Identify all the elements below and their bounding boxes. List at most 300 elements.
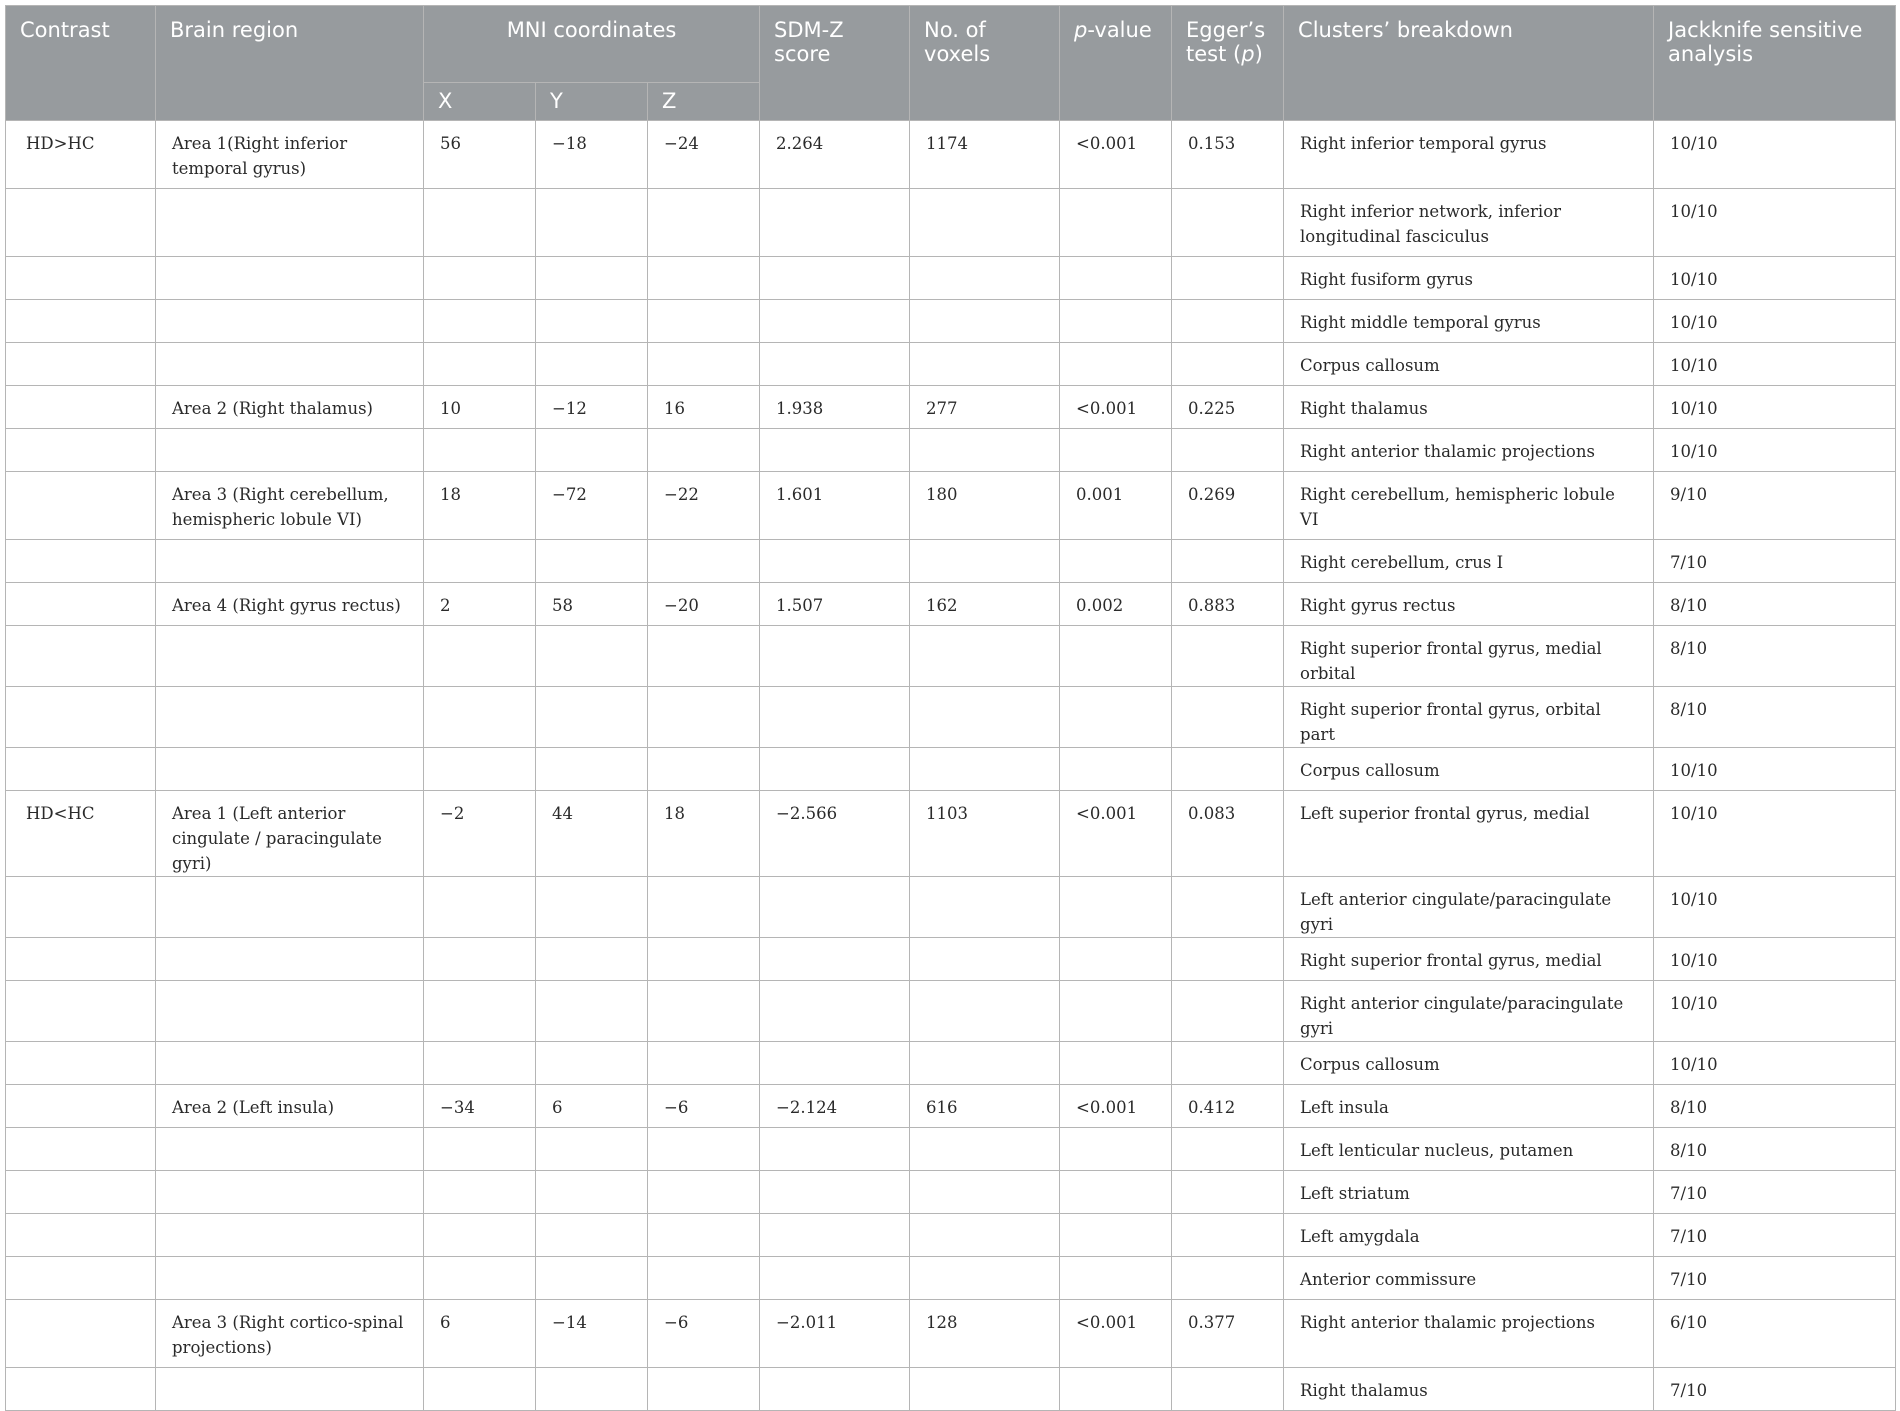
header-p-rest: -value [1087, 18, 1152, 42]
table-row [6, 300, 1896, 343]
table-row [6, 1214, 1896, 1257]
cell-eggers-test [1172, 981, 1284, 1042]
header-clusters-breakdown: Clusters’ breakdown [1284, 6, 1654, 121]
cell-cluster: Corpus callosum [1284, 1042, 1654, 1085]
cell-sdmz-score [760, 429, 910, 472]
cell-x [424, 938, 536, 981]
cell-voxels: 1103 [910, 791, 1060, 877]
header-p-value [1060, 6, 1172, 121]
cell-jackknife: 10/10 [1654, 791, 1896, 877]
cell-eggers-test: 0.883 [1172, 583, 1284, 626]
cell-voxels: 277 [910, 386, 1060, 429]
cell-contrast [6, 748, 156, 791]
cell-jackknife: 8/10 [1654, 1128, 1896, 1171]
table-row [6, 386, 1896, 429]
cell-voxels [910, 687, 1060, 748]
cell-jackknife: 7/10 [1654, 1257, 1896, 1300]
cell-contrast [6, 300, 156, 343]
cell-contrast: HD<HC [6, 791, 156, 877]
cell-jackknife: 10/10 [1654, 429, 1896, 472]
cell-sdmz-score [760, 877, 910, 938]
cell-x [424, 1214, 536, 1257]
cell-jackknife: 10/10 [1654, 121, 1896, 189]
table-row [6, 1257, 1896, 1300]
cell-brain-region [156, 877, 424, 938]
cell-z: −24 [648, 121, 760, 189]
table-row [6, 472, 1896, 540]
cell-jackknife: 7/10 [1654, 540, 1896, 583]
cell-x [424, 748, 536, 791]
cell-p-value [1060, 981, 1172, 1042]
table-row [6, 791, 1896, 877]
table-row [6, 257, 1896, 300]
cell-jackknife: 8/10 [1654, 626, 1896, 687]
cell-contrast [6, 1368, 156, 1411]
cell-voxels: 162 [910, 583, 1060, 626]
table-row [6, 877, 1896, 938]
cell-eggers-test: 0.412 [1172, 1085, 1284, 1128]
cell-sdmz-score: −2.124 [760, 1085, 910, 1128]
cell-contrast [6, 429, 156, 472]
cell-sdmz-score [760, 1171, 910, 1214]
cell-jackknife: 8/10 [1654, 687, 1896, 748]
cell-y [536, 189, 648, 257]
header-y: Y [536, 83, 648, 121]
cell-eggers-test [1172, 877, 1284, 938]
cell-p-value [1060, 189, 1172, 257]
cell-cluster: Right superior frontal gyrus, medial orbital [1284, 626, 1654, 687]
cell-voxels [910, 1171, 1060, 1214]
cell-sdmz-score [760, 1214, 910, 1257]
cell-brain-region [156, 257, 424, 300]
cell-voxels [910, 1257, 1060, 1300]
cell-z: −22 [648, 472, 760, 540]
cell-brain-region [156, 938, 424, 981]
cell-eggers-test [1172, 1128, 1284, 1171]
cell-z [648, 1257, 760, 1300]
cell-z [648, 1214, 760, 1257]
cell-eggers-test [1172, 748, 1284, 791]
table-row [6, 540, 1896, 583]
cell-jackknife: 7/10 [1654, 1368, 1896, 1411]
cell-x: −2 [424, 791, 536, 877]
table-row [6, 981, 1896, 1042]
cell-p-value [1060, 1128, 1172, 1171]
cell-x: 10 [424, 386, 536, 429]
cell-jackknife: 10/10 [1654, 300, 1896, 343]
cell-contrast [6, 386, 156, 429]
table-row [6, 583, 1896, 626]
cell-y [536, 981, 648, 1042]
cell-sdmz-score [760, 626, 910, 687]
cell-sdmz-score [760, 540, 910, 583]
cell-y [536, 1257, 648, 1300]
cell-sdmz-score: 2.264 [760, 121, 910, 189]
cell-jackknife: 10/10 [1654, 981, 1896, 1042]
cell-contrast [6, 1300, 156, 1368]
header-p-italic: p [1074, 18, 1088, 42]
cell-sdmz-score [760, 748, 910, 791]
cell-cluster: Left insula [1284, 1085, 1654, 1128]
cell-eggers-test [1172, 1042, 1284, 1085]
table-header [6, 6, 1896, 121]
cell-eggers-test: 0.377 [1172, 1300, 1284, 1368]
cell-contrast [6, 877, 156, 938]
cell-z [648, 1171, 760, 1214]
cell-p-value: <0.001 [1060, 1300, 1172, 1368]
cell-cluster: Right anterior thalamic projections [1284, 1300, 1654, 1368]
table-row [6, 1042, 1896, 1085]
cell-brain-region [156, 687, 424, 748]
cell-x [424, 429, 536, 472]
cell-cluster: Right thalamus [1284, 1368, 1654, 1411]
cell-eggers-test [1172, 1368, 1284, 1411]
cell-contrast [6, 257, 156, 300]
cell-z [648, 1042, 760, 1085]
cell-sdmz-score [760, 1042, 910, 1085]
cell-x: 56 [424, 121, 536, 189]
cell-brain-region: Area 2 (Right thalamus) [156, 386, 424, 429]
cell-voxels [910, 938, 1060, 981]
table-row [6, 1171, 1896, 1214]
cell-p-value [1060, 1214, 1172, 1257]
cell-eggers-test [1172, 1257, 1284, 1300]
table-row [6, 189, 1896, 257]
cell-x: 2 [424, 583, 536, 626]
cell-cluster: Right superior frontal gyrus, orbital part [1284, 687, 1654, 748]
cell-z [648, 981, 760, 1042]
cell-z: 18 [648, 791, 760, 877]
cell-eggers-test [1172, 540, 1284, 583]
results-table-container [5, 5, 1895, 1411]
cell-brain-region [156, 1042, 424, 1085]
cell-cluster: Left lenticular nucleus, putamen [1284, 1128, 1654, 1171]
cell-jackknife: 10/10 [1654, 877, 1896, 938]
cell-cluster: Corpus callosum [1284, 343, 1654, 386]
cell-brain-region: Area 3 (Right cerebellum, hemispheric lobule VI) [156, 472, 424, 540]
cell-brain-region: Area 1 (Left anterior cingulate / paracingulate gyri) [156, 791, 424, 877]
cell-jackknife: 10/10 [1654, 938, 1896, 981]
cell-x [424, 1171, 536, 1214]
cell-sdmz-score [760, 1128, 910, 1171]
cell-cluster: Right anterior thalamic projections [1284, 429, 1654, 472]
cell-x: 18 [424, 472, 536, 540]
table-row [6, 626, 1896, 687]
cell-p-value [1060, 343, 1172, 386]
cell-cluster: Left superior frontal gyrus, medial [1284, 791, 1654, 877]
header-egger-p: p [1241, 42, 1255, 66]
cell-voxels [910, 1128, 1060, 1171]
cell-eggers-test: 0.225 [1172, 386, 1284, 429]
cell-x [424, 687, 536, 748]
cell-z [648, 429, 760, 472]
cell-z [648, 626, 760, 687]
cell-contrast [6, 583, 156, 626]
table-row [6, 748, 1896, 791]
cell-p-value: <0.001 [1060, 121, 1172, 189]
cell-y [536, 877, 648, 938]
cell-y [536, 1128, 648, 1171]
cell-brain-region [156, 1128, 424, 1171]
cell-x [424, 257, 536, 300]
cell-y: 6 [536, 1085, 648, 1128]
cell-p-value [1060, 540, 1172, 583]
cell-x: 6 [424, 1300, 536, 1368]
cell-z [648, 748, 760, 791]
cell-eggers-test [1172, 687, 1284, 748]
cell-z [648, 1128, 760, 1171]
cell-eggers-test [1172, 1171, 1284, 1214]
cell-sdmz-score [760, 189, 910, 257]
cell-p-value [1060, 938, 1172, 981]
cell-brain-region: Area 1(Right inferior temporal gyrus) [156, 121, 424, 189]
cell-x: −34 [424, 1085, 536, 1128]
cell-brain-region: Area 2 (Left insula) [156, 1085, 424, 1128]
cell-x [424, 981, 536, 1042]
cell-contrast [6, 687, 156, 748]
cell-sdmz-score [760, 687, 910, 748]
cell-jackknife: 8/10 [1654, 1085, 1896, 1128]
cell-sdmz-score [760, 257, 910, 300]
cell-contrast [6, 1042, 156, 1085]
cell-y [536, 1214, 648, 1257]
cell-sdmz-score: 1.507 [760, 583, 910, 626]
cell-x [424, 1368, 536, 1411]
cell-p-value [1060, 748, 1172, 791]
cell-jackknife: 10/10 [1654, 1042, 1896, 1085]
cell-x [424, 626, 536, 687]
cell-z [648, 540, 760, 583]
cell-contrast [6, 1214, 156, 1257]
cell-jackknife: 9/10 [1654, 472, 1896, 540]
cell-voxels [910, 189, 1060, 257]
table-row [6, 1300, 1896, 1368]
cell-p-value [1060, 877, 1172, 938]
cell-sdmz-score: −2.566 [760, 791, 910, 877]
cell-cluster: Anterior commissure [1284, 1257, 1654, 1300]
table-row [6, 343, 1896, 386]
cell-y: 44 [536, 791, 648, 877]
cell-cluster: Left amygdala [1284, 1214, 1654, 1257]
cell-voxels [910, 877, 1060, 938]
cell-contrast [6, 626, 156, 687]
cell-contrast [6, 189, 156, 257]
cell-cluster: Right cerebellum, crus I [1284, 540, 1654, 583]
cell-y [536, 343, 648, 386]
header-brain-region: Brain region [156, 6, 424, 121]
table-row [6, 1085, 1896, 1128]
cell-p-value [1060, 1042, 1172, 1085]
cell-sdmz-score [760, 300, 910, 343]
header-sdmz-score: SDM-Z score [760, 6, 910, 121]
cell-brain-region [156, 1257, 424, 1300]
cell-cluster: Left striatum [1284, 1171, 1654, 1214]
cell-x [424, 540, 536, 583]
cell-cluster: Right gyrus rectus [1284, 583, 1654, 626]
cell-eggers-test: 0.153 [1172, 121, 1284, 189]
header-eggers-test [1172, 6, 1284, 121]
cell-eggers-test [1172, 938, 1284, 981]
cell-eggers-test [1172, 429, 1284, 472]
cell-p-value: <0.001 [1060, 791, 1172, 877]
cell-sdmz-score [760, 1257, 910, 1300]
cell-contrast [6, 540, 156, 583]
cell-eggers-test [1172, 1214, 1284, 1257]
cell-p-value: 0.001 [1060, 472, 1172, 540]
header-jackknife: Jackknife sensitive analysis [1654, 6, 1896, 121]
cell-z: 16 [648, 386, 760, 429]
cell-voxels [910, 1214, 1060, 1257]
cell-y [536, 1368, 648, 1411]
cell-y [536, 540, 648, 583]
cell-y [536, 1042, 648, 1085]
cell-eggers-test [1172, 343, 1284, 386]
cell-brain-region [156, 1171, 424, 1214]
cell-y [536, 1171, 648, 1214]
cell-voxels [910, 981, 1060, 1042]
cell-sdmz-score: 1.601 [760, 472, 910, 540]
cell-voxels: 616 [910, 1085, 1060, 1128]
cell-p-value: <0.001 [1060, 1085, 1172, 1128]
cell-brain-region [156, 540, 424, 583]
cell-voxels [910, 1042, 1060, 1085]
cell-z: −6 [648, 1300, 760, 1368]
cell-y: 58 [536, 583, 648, 626]
cell-eggers-test: 0.083 [1172, 791, 1284, 877]
cell-jackknife: 10/10 [1654, 189, 1896, 257]
table-row [6, 121, 1896, 189]
cell-jackknife: 7/10 [1654, 1214, 1896, 1257]
cell-eggers-test [1172, 257, 1284, 300]
cell-contrast: HD>HC [6, 121, 156, 189]
cell-cluster: Right cerebellum, hemispheric lobule VI [1284, 472, 1654, 540]
cell-eggers-test [1172, 300, 1284, 343]
cell-z [648, 343, 760, 386]
cell-z [648, 189, 760, 257]
cell-sdmz-score: 1.938 [760, 386, 910, 429]
cell-y: −12 [536, 386, 648, 429]
cell-jackknife: 10/10 [1654, 748, 1896, 791]
cell-z [648, 938, 760, 981]
cell-y: −14 [536, 1300, 648, 1368]
table-row [6, 938, 1896, 981]
results-table [5, 5, 1896, 1411]
cell-voxels [910, 300, 1060, 343]
cell-p-value [1060, 429, 1172, 472]
cell-cluster: Right thalamus [1284, 386, 1654, 429]
cell-voxels: 180 [910, 472, 1060, 540]
cell-brain-region [156, 300, 424, 343]
cell-x [424, 300, 536, 343]
table-body [6, 121, 1896, 1411]
table-row [6, 429, 1896, 472]
cell-brain-region [156, 748, 424, 791]
cell-sdmz-score [760, 343, 910, 386]
cell-voxels: 128 [910, 1300, 1060, 1368]
cell-p-value: <0.001 [1060, 386, 1172, 429]
cell-p-value [1060, 1171, 1172, 1214]
cell-x [424, 1257, 536, 1300]
cell-z [648, 1368, 760, 1411]
header-z: Z [648, 83, 760, 121]
cell-brain-region [156, 343, 424, 386]
cell-contrast [6, 1257, 156, 1300]
cell-cluster: Corpus callosum [1284, 748, 1654, 791]
cell-contrast [6, 1128, 156, 1171]
cell-brain-region [156, 981, 424, 1042]
cell-eggers-test [1172, 189, 1284, 257]
cell-y [536, 429, 648, 472]
cell-cluster: Left anterior cingulate/paracingulate gyri [1284, 877, 1654, 938]
cell-voxels [910, 748, 1060, 791]
cell-p-value [1060, 1368, 1172, 1411]
cell-y [536, 687, 648, 748]
cell-contrast [6, 1171, 156, 1214]
cell-y: −18 [536, 121, 648, 189]
cell-contrast [6, 938, 156, 981]
cell-x [424, 1042, 536, 1085]
header-egger-a: Egger’s test ( [1186, 18, 1266, 66]
cell-p-value: 0.002 [1060, 583, 1172, 626]
cell-voxels [910, 257, 1060, 300]
cell-brain-region [156, 189, 424, 257]
cell-cluster: Right fusiform gyrus [1284, 257, 1654, 300]
cell-p-value [1060, 1257, 1172, 1300]
cell-jackknife: 10/10 [1654, 386, 1896, 429]
header-egger-b: ) [1254, 42, 1263, 66]
header-voxels: No. of voxels [910, 6, 1060, 121]
cell-voxels [910, 540, 1060, 583]
cell-brain-region [156, 1214, 424, 1257]
cell-x [424, 1128, 536, 1171]
cell-jackknife: 10/10 [1654, 257, 1896, 300]
cell-z [648, 877, 760, 938]
cell-p-value [1060, 300, 1172, 343]
header-x: X [424, 83, 536, 121]
cell-z [648, 687, 760, 748]
cell-y [536, 300, 648, 343]
cell-cluster: Right middle temporal gyrus [1284, 300, 1654, 343]
cell-voxels [910, 343, 1060, 386]
cell-x [424, 343, 536, 386]
cell-sdmz-score: −2.011 [760, 1300, 910, 1368]
header-mni-coordinates: MNI coordinates [424, 6, 760, 83]
cell-x [424, 189, 536, 257]
cell-jackknife: 10/10 [1654, 343, 1896, 386]
cell-brain-region [156, 429, 424, 472]
cell-eggers-test [1172, 626, 1284, 687]
cell-cluster: Right superior frontal gyrus, medial [1284, 938, 1654, 981]
table-row [6, 687, 1896, 748]
cell-brain-region: Area 3 (Right cortico-spinal projections) [156, 1300, 424, 1368]
cell-x [424, 877, 536, 938]
cell-jackknife: 6/10 [1654, 1300, 1896, 1368]
cell-jackknife: 8/10 [1654, 583, 1896, 626]
cell-z [648, 257, 760, 300]
cell-brain-region: Area 4 (Right gyrus rectus) [156, 583, 424, 626]
cell-contrast [6, 472, 156, 540]
cell-contrast [6, 981, 156, 1042]
cell-voxels: 1174 [910, 121, 1060, 189]
cell-jackknife: 7/10 [1654, 1171, 1896, 1214]
cell-voxels [910, 626, 1060, 687]
cell-z: −20 [648, 583, 760, 626]
cell-z: −6 [648, 1085, 760, 1128]
cell-eggers-test: 0.269 [1172, 472, 1284, 540]
cell-sdmz-score [760, 938, 910, 981]
cell-y [536, 748, 648, 791]
cell-voxels [910, 1368, 1060, 1411]
